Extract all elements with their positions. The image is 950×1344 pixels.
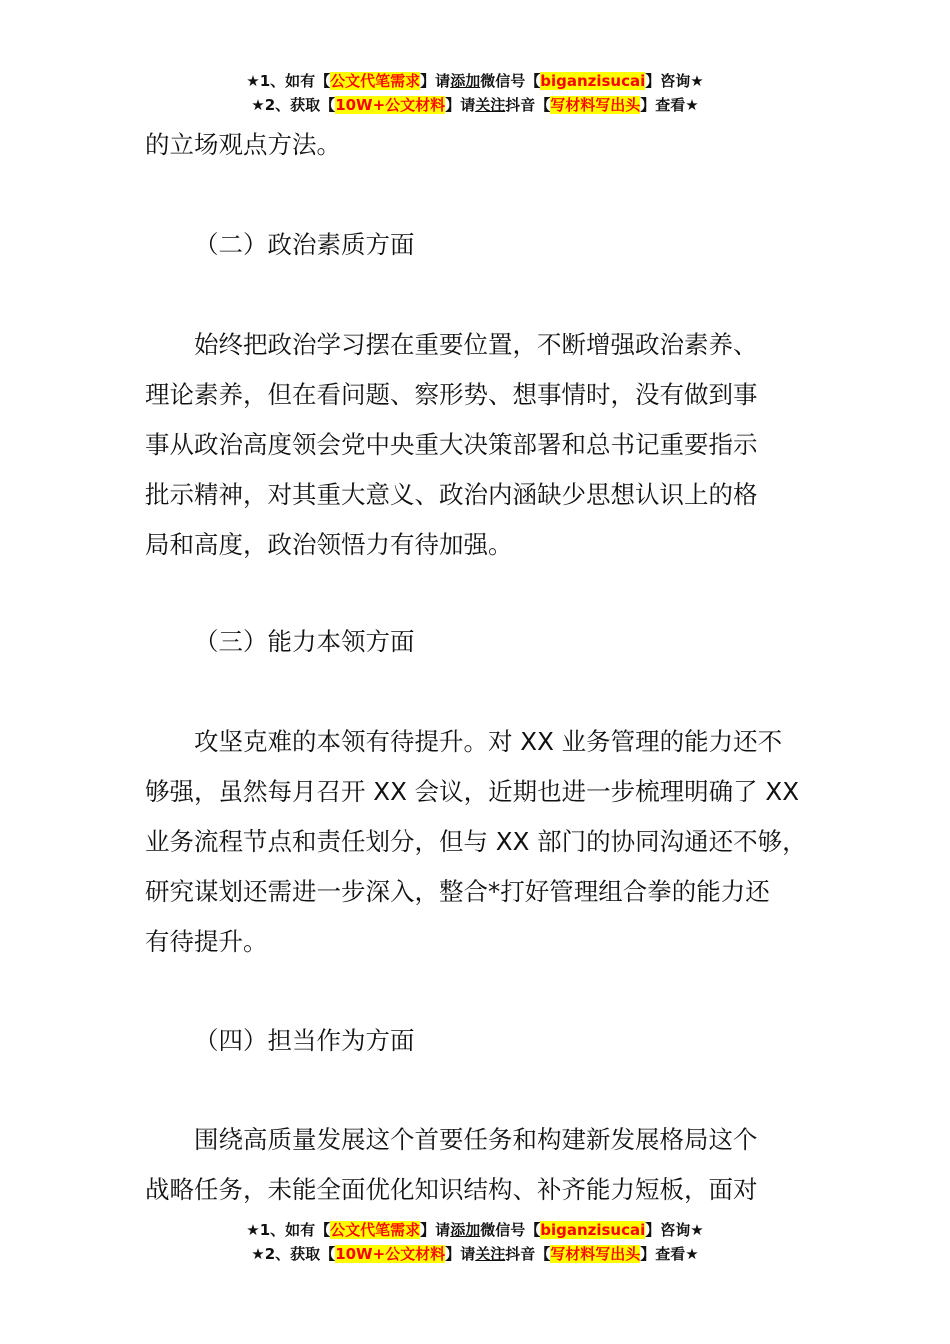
section-2-heading: （二）政治素质方面 [194, 230, 415, 259]
paragraph-line: 研究谋划还需进一步深入，整合*打好管理组合拳的能力还 [145, 877, 770, 906]
highlight-text: biganzisucai [540, 72, 646, 90]
section-2-paragraph [145, 320, 825, 570]
highlight-text: 公文代笔需求 [330, 1221, 421, 1239]
underlined-text: 关注 [475, 96, 506, 114]
section-4-paragraph [145, 1115, 825, 1215]
banner-line-1: ★1、如有【公文代笔需求】请添加微信号【biganzisucai】咨询★ [246, 72, 704, 90]
section-heading-2 [145, 220, 825, 270]
underlined-text: 关注 [475, 1245, 506, 1263]
document-body [145, 120, 825, 170]
section-4-heading: （四）担当作为方面 [194, 1026, 415, 1055]
highlight-text: 写材料写出头 [550, 96, 641, 114]
paragraph-line: 战略任务，未能全面优化知识结构、补齐能力短板，面对 [145, 1175, 758, 1204]
paragraph-line: 业务流程节点和责任划分，但与 XX 部门的协同沟通还不够， [145, 827, 807, 856]
paragraph-line: 局和高度，政治领悟力有待加强。 [145, 530, 513, 559]
section-3-paragraph [145, 717, 825, 967]
underlined-text: 添加 [450, 72, 481, 90]
footer-banner [0, 1218, 950, 1266]
paragraph-line: 始终把政治学习摆在重要位置，不断增强政治素养、 [194, 330, 758, 359]
section-3-heading: （三）能力本领方面 [194, 627, 415, 656]
header-banner [0, 69, 950, 117]
underlined-text: 添加 [450, 1221, 481, 1239]
banner-line-2: ★2、获取【10W+公文材料】请关注抖音【写材料写出头】查看★ [251, 1245, 699, 1263]
highlight-text: 10W+公文材料 [335, 1245, 446, 1263]
paragraph-intro-tail: 的立场观点方法。 [145, 130, 341, 159]
banner-line-1: ★1、如有【公文代笔需求】请添加微信号【biganzisucai】咨询★ [246, 1221, 704, 1239]
paragraph-line: 批示精神，对其重大意义、政治内涵缺少思想认识上的格 [145, 480, 758, 509]
banner-line-2: ★2、获取【10W+公文材料】请关注抖音【写材料写出头】查看★ [251, 96, 699, 114]
section-heading-4 [145, 1016, 825, 1066]
paragraph-line: 有待提升。 [145, 927, 268, 956]
paragraph-line: 攻坚克难的本领有待提升。对 XX 业务管理的能力还不 [194, 727, 783, 756]
highlight-text: 10W+公文材料 [335, 96, 446, 114]
paragraph-line: 理论素养，但在看问题、察形势、想事情时，没有做到事 [145, 380, 758, 409]
highlight-text: biganzisucai [540, 1221, 646, 1239]
paragraph-line: 围绕高质量发展这个首要任务和构建新发展格局这个 [194, 1125, 758, 1154]
paragraph-line: 够强，虽然每月召开 XX 会议，近期也进一步梳理明确了 XX [145, 777, 799, 806]
highlight-text: 写材料写出头 [550, 1245, 641, 1263]
highlight-text: 公文代笔需求 [330, 72, 421, 90]
section-heading-3 [145, 617, 825, 667]
paragraph-line: 事从政治高度领会党中央重大决策部署和总书记重要指示 [145, 430, 758, 459]
